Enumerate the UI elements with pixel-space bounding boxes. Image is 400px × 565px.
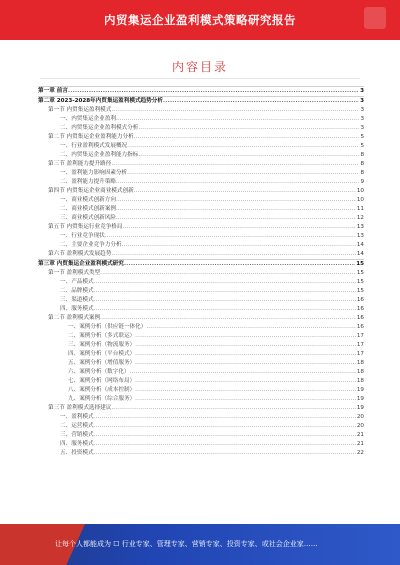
toc-leader-dots — [116, 205, 356, 214]
toc-entry-page: 13 — [356, 224, 364, 230]
toc-entry-page: 3 — [360, 98, 364, 104]
report-title: 内贸集运企业盈利模式策略研究报告 — [104, 13, 296, 27]
toc-entry-page: 18 — [356, 369, 364, 375]
toc-entry[interactable] — [38, 314, 364, 323]
toc-entry-page: 16 — [356, 306, 364, 312]
toc-leader-dots — [94, 287, 356, 296]
toc-entry-label: 第二节 内贸集运企业盈利能力分析 — [48, 134, 134, 140]
toc-entry[interactable] — [38, 160, 364, 169]
toc-entry-page: 18 — [356, 360, 364, 366]
toc-entry-page: 18 — [356, 378, 364, 384]
toc-entry-label: 第三节 盈利模式选择建议 — [48, 405, 112, 411]
toc-entry[interactable] — [38, 305, 364, 314]
toc-entry[interactable] — [38, 196, 364, 205]
toc-leader-dots — [163, 97, 359, 106]
toc-entry-label: 四、案例分析（平台模式） — [68, 351, 136, 357]
toc-leader-dots — [138, 124, 359, 133]
toc-entry-page: 8 — [360, 161, 364, 167]
toc-leader-dots — [94, 431, 356, 440]
toc-leader-dots — [111, 106, 359, 115]
toc-entry-label: 二、品牌模式 — [60, 288, 94, 294]
toc-leader-dots — [127, 142, 359, 151]
toc-entry-label: 二、内贸集运企业盈利模式分析 — [60, 125, 139, 131]
toc-entry-label: 七、案例分析（网络布局） — [68, 378, 136, 384]
toc-leader-dots — [111, 250, 356, 259]
toc-entry-label: 一、行业竞争现状 — [60, 233, 105, 239]
toc-leader-dots — [134, 187, 356, 196]
toc-leader-dots — [134, 133, 360, 142]
toc-leader-dots — [111, 404, 356, 413]
toc-entry-page: 14 — [356, 242, 364, 248]
toc-entry[interactable] — [38, 431, 364, 440]
toc-leader-dots — [135, 341, 356, 350]
toc-entry-page: 17 — [356, 351, 364, 357]
toc-leader-dots — [116, 214, 356, 223]
toc-leader-dots — [68, 87, 359, 96]
toc-entry-label: 五、投资模式 — [60, 450, 94, 456]
toc-entry-page: 21 — [356, 432, 364, 438]
toc-entry[interactable] — [38, 133, 364, 142]
toc-entry-page: 3 — [360, 125, 364, 131]
toc-leader-dots — [111, 160, 359, 169]
toc-entry-label: 二、案例分析（多式联运） — [68, 333, 136, 339]
toc-leader-dots — [127, 169, 359, 178]
footer-slogan: 让每个人都能成为 ☐ 行业专家、管理专家、营销专家、投资专家、或社会企业家…… — [55, 540, 318, 548]
toc-entry[interactable] — [38, 142, 364, 151]
toc-entry-page: 14 — [356, 251, 364, 257]
toc-entry-label: 三、案例分析（物流服务） — [68, 342, 136, 348]
toc-entry[interactable] — [38, 86, 364, 96]
toc-entry[interactable] — [38, 151, 364, 160]
toc-entry[interactable] — [38, 232, 364, 241]
toc-leader-dots — [138, 151, 359, 160]
toc-entry-label: 四、服务模式 — [60, 306, 94, 312]
toc-entry-label: 四、服务模式 — [60, 441, 94, 447]
toc-leader-dots — [130, 368, 356, 377]
toc-entry[interactable] — [38, 214, 364, 223]
toc-entry-page: 15 — [356, 270, 364, 276]
toc-entry-label: 二、商业模式创新案例 — [60, 206, 116, 212]
toc-entry-label: 第五节 内贸集运行业竞争格局 — [48, 224, 123, 230]
toc-entry-label: 六、案例分析（数字化） — [68, 369, 130, 375]
toc-entry-label: 一、盈利能力影响因素分析 — [60, 170, 128, 176]
toc-leader-dots — [116, 196, 356, 205]
toc-entry-label: 一、盈利模式 — [60, 414, 94, 420]
toc-entry-label: 第二节 盈利模式案例 — [48, 315, 101, 321]
toc-entry-page: 12 — [356, 215, 364, 221]
toc-entry-page: 16 — [356, 324, 364, 330]
toc-entry-page: 5 — [360, 143, 364, 149]
toc-entry-page: 15 — [356, 288, 364, 294]
toc-entry[interactable] — [38, 413, 364, 422]
table-of-contents — [38, 86, 364, 458]
toc-leader-dots — [94, 296, 356, 305]
toc-leader-dots — [124, 260, 355, 269]
toc-entry-label: 第一节 内贸集运盈利模式 — [48, 107, 112, 113]
toc-entry-page: 15 — [356, 279, 364, 285]
toc-entry-label: 二、盈利能力提升策略 — [60, 179, 116, 185]
toc-entry[interactable] — [38, 341, 364, 350]
toc-entry-page: 17 — [356, 342, 364, 348]
toc-entry-page: 10 — [356, 188, 364, 194]
toc-entry-label: 二、主要企业竞争力分析 — [60, 242, 122, 248]
toc-leader-dots — [122, 241, 356, 250]
toc-entry-label: 第三节 盈利能力提升路径 — [48, 161, 112, 167]
toc-entry[interactable] — [38, 323, 364, 332]
toc-entry-label: 三、渠道模式 — [60, 297, 94, 303]
toc-entry[interactable] — [38, 368, 364, 377]
toc-entry-label: 五、案例分析（增值服务） — [68, 360, 136, 366]
toc-entry[interactable] — [38, 259, 364, 269]
toc-entry-label: 三、商业模式创新风险 — [60, 215, 116, 221]
toc-entry-label: 第一节 盈利模式类型 — [48, 270, 101, 276]
toc-entry[interactable] — [38, 124, 364, 133]
toc-entry-label: 二、内贸集运企业盈利能力指标 — [60, 152, 139, 158]
toc-entry[interactable] — [38, 106, 364, 115]
toc-leader-dots — [135, 377, 356, 386]
toc-leader-dots — [116, 178, 359, 187]
footer-banner — [0, 524, 400, 565]
toc-entry-page: 9 — [360, 179, 364, 185]
toc-leader-dots — [135, 386, 356, 395]
toc-entry-page: 3 — [360, 116, 364, 122]
toc-entry[interactable] — [38, 395, 364, 404]
toc-entry-label: 九、案例分析（综合服务） — [68, 396, 136, 402]
toc-entry-label: 第四节 内贸集运企业商业模式创新 — [48, 188, 134, 194]
toc-entry[interactable] — [38, 178, 364, 187]
toc-entry[interactable] — [38, 241, 364, 250]
toc-entry[interactable] — [38, 269, 364, 278]
toc-entry[interactable] — [38, 440, 364, 449]
toc-leader-dots — [94, 413, 356, 422]
toc-entry-page: 3 — [360, 107, 364, 113]
toc-entry-label: 第二章 2023-2028年内贸集运盈利模式趋势分析 — [38, 98, 163, 104]
toc-entry[interactable] — [38, 250, 364, 259]
toc-leader-dots — [135, 359, 356, 368]
toc-entry-page: 11 — [356, 206, 364, 212]
toc-heading: 内容目录 — [171, 60, 228, 74]
toc-entry-label: 二、运营模式 — [60, 423, 94, 429]
toc-leader-dots — [123, 223, 356, 232]
toc-entry-page: 13 — [356, 233, 364, 239]
toc-leader-dots — [100, 269, 356, 278]
toc-entry-page: 8 — [360, 152, 364, 158]
toc-entry-label: 八、案例分析（成本控制） — [68, 387, 136, 393]
header-bar — [0, 0, 400, 40]
toc-entry[interactable] — [38, 377, 364, 386]
toc-entry-page: 19 — [356, 387, 364, 393]
toc-leader-dots — [135, 395, 356, 404]
toc-leader-dots — [94, 305, 356, 314]
toc-entry-label: 一、行业盈利模式发展概况 — [60, 143, 128, 149]
toc-leader-dots — [94, 422, 356, 431]
toc-entry[interactable] — [38, 359, 364, 368]
toc-entry[interactable] — [38, 115, 364, 124]
toc-entry-page: 19 — [356, 396, 364, 402]
divider — [40, 78, 360, 79]
toc-entry-page: 21 — [356, 441, 364, 447]
toc-entry[interactable] — [38, 205, 364, 214]
toc-entry-page: 15 — [356, 261, 364, 267]
toc-entry-label: 一、商业模式创新方向 — [60, 197, 116, 203]
toc-leader-dots — [94, 449, 356, 458]
toc-leader-dots — [116, 115, 359, 124]
toc-entry[interactable] — [38, 223, 364, 232]
toc-entry-page: 20 — [356, 414, 364, 420]
toc-entry[interactable] — [38, 187, 364, 196]
toc-entry[interactable] — [38, 169, 364, 178]
toc-entry[interactable] — [38, 404, 364, 413]
toc-leader-dots — [94, 278, 356, 287]
toc-entry-label: 一、产品模式 — [60, 279, 94, 285]
toc-entry-page: 16 — [356, 297, 364, 303]
toc-entry-page: 20 — [356, 423, 364, 429]
toc-leader-dots — [100, 314, 356, 323]
toc-entry-label: 一、内贸集运企业盈利 — [60, 116, 116, 122]
toc-entry-page: 16 — [356, 315, 364, 321]
toc-entry[interactable] — [38, 449, 364, 458]
toc-entry[interactable] — [38, 422, 364, 431]
toc-leader-dots — [105, 232, 356, 241]
logo-icon — [364, 7, 386, 29]
toc-entry-page: 22 — [356, 450, 364, 456]
toc-entry-page: 17 — [356, 333, 364, 339]
toc-entry-page: 10 — [356, 197, 364, 203]
toc-entry-label: 一、案例分析（供应链一体化） — [68, 324, 147, 330]
toc-entry[interactable] — [38, 386, 364, 395]
toc-entry-label: 第一章 前言 — [38, 88, 68, 94]
toc-leader-dots — [146, 323, 356, 332]
toc-entry[interactable] — [38, 350, 364, 359]
toc-entry-page: 19 — [356, 405, 364, 411]
toc-entry-page: 8 — [360, 170, 364, 176]
toc-entry[interactable] — [38, 287, 364, 296]
toc-entry-page: 3 — [360, 88, 364, 94]
toc-leader-dots — [135, 350, 356, 359]
toc-entry-page: 5 — [360, 134, 364, 140]
toc-entry-label: 第三章 内贸集运企业盈利模式研究 — [38, 261, 124, 267]
toc-entry[interactable] — [38, 332, 364, 341]
toc-entry[interactable] — [38, 278, 364, 287]
toc-leader-dots — [135, 332, 356, 341]
toc-entry[interactable] — [38, 296, 364, 305]
toc-entry-label: 第六节 盈利模式发展趋势 — [48, 251, 112, 257]
toc-leader-dots — [94, 440, 356, 449]
toc-entry[interactable] — [38, 96, 364, 106]
toc-entry-label: 三、营销模式 — [60, 432, 94, 438]
